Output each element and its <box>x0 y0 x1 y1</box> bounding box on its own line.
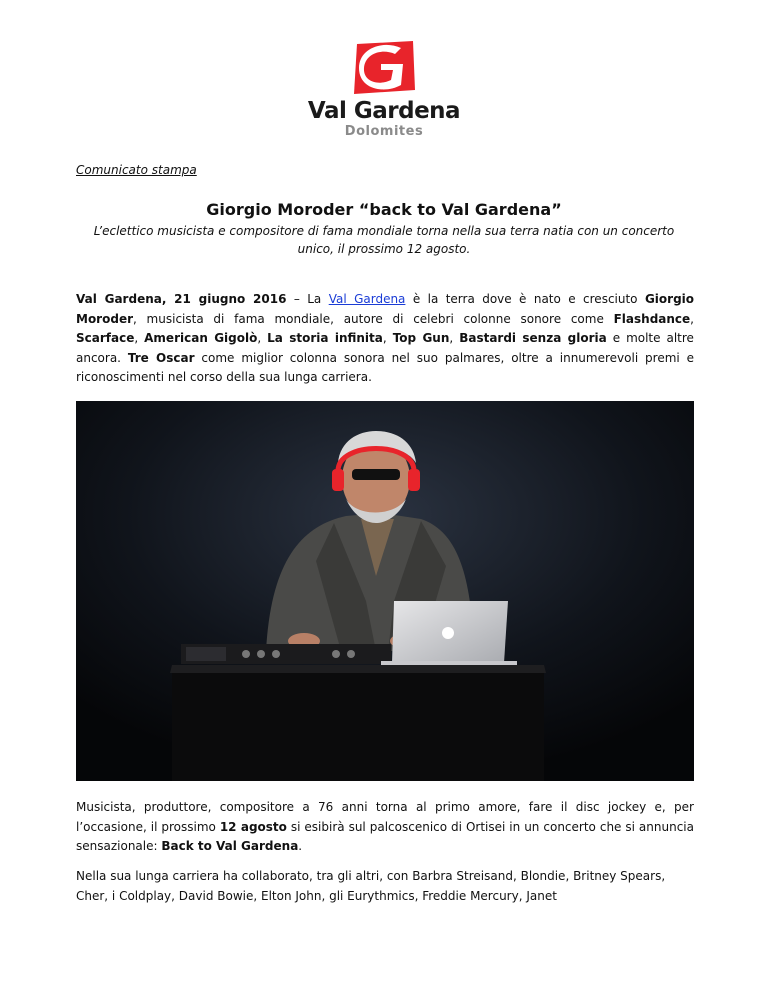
text-run: Musicista, produttore, compositore a 76 anni torna al primo amore, fare il disc jockey e, per l’occasione, il prossimo <box>76 800 694 834</box>
text-run: , <box>134 331 145 345</box>
dj-performing-image <box>76 401 694 781</box>
text-run: , <box>449 331 460 345</box>
text-run: come miglior colonna sonora nel suo palmares, oltre a innumerevoli premi e riconoscimenti nel corso della sua lunga carriera. <box>76 350 694 384</box>
val-gardena-g-logo-icon <box>351 40 417 96</box>
document-label: Comunicato stampa <box>76 163 197 177</box>
place-date: Val Gardena, 21 giugno 2016 <box>76 292 287 306</box>
event-date: 12 agosto <box>219 819 287 834</box>
text-run: – La <box>286 292 329 306</box>
text-run: , musicista di fama mondiale, autore di celebri colonne sonore come <box>133 311 614 326</box>
logo-title: Val Gardena <box>307 98 461 124</box>
oscar-count: Tre Oscar <box>127 350 195 365</box>
film-title: American Gigolò <box>144 331 258 345</box>
paragraph-intro <box>76 290 694 388</box>
text-run: e molte altre ancora. <box>76 331 694 365</box>
text-run: si esibirà sul palcoscenico di Ortisei in un concerto che si annuncia sensazionale: <box>76 819 694 853</box>
film-title: La storia infinita <box>267 331 383 345</box>
paragraph-announcement <box>76 798 694 857</box>
text-run: , <box>690 311 694 326</box>
headline: Giorgio Moroder “back to Val Gardena” <box>206 200 562 219</box>
paragraph-collaborations: Nella sua lunga carriera ha collaborato, tra gli altri, con Barbra Streisand, Blondie, Britney Spears, Cher, i Coldplay, David Bowie, Elton John, gli Eurythmics, Freddie Mercury, Janet <box>76 869 666 903</box>
text-run: . <box>298 839 303 853</box>
artist-name: Giorgio Moroder <box>76 292 695 326</box>
text-run: è la terra dove è nato e cresciuto <box>405 292 645 306</box>
brand-logo <box>0 40 768 140</box>
text-run: , <box>382 331 393 345</box>
logo-subtitle: Dolomites <box>344 124 424 139</box>
event-name: Back to Val Gardena <box>161 839 299 853</box>
text-run: , <box>257 331 268 345</box>
film-title: Scarface <box>76 331 135 345</box>
film-title: Top Gun <box>392 331 450 345</box>
film-title: Flashdance <box>613 311 691 326</box>
concert-photo <box>76 401 694 781</box>
film-title: Bastardi senza gloria <box>459 331 607 345</box>
subheadline: L’eclettico musicista e compositore di fama mondiale torna nella sua terra natia con un concerto unico, il prossimo 12 agosto. <box>93 224 675 256</box>
val-gardena-link[interactable]: Val Gardena <box>328 292 406 306</box>
